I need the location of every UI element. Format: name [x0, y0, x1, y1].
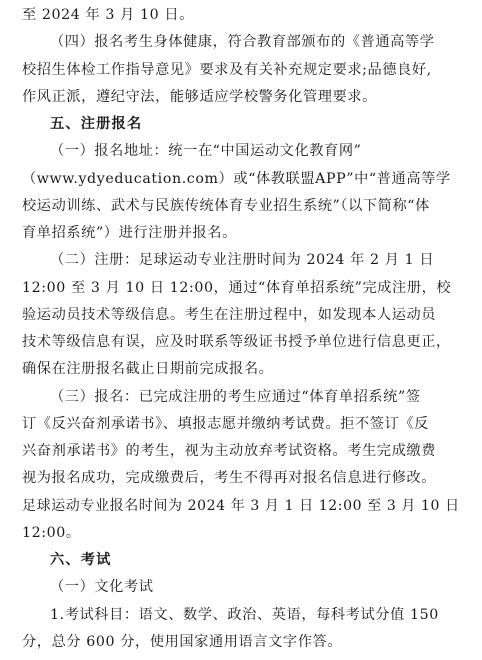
paragraph-line: 育单招系统”）进行注册并报名。 [22, 225, 237, 241]
paragraph-line: 验运动员技术等级信息。考生在注册过程中，如发现本人运动员 [22, 306, 437, 323]
paragraph-line: 订《反兴奋剂承诺书》、填报志愿并缴纳考试费。拒不签订《反 [22, 415, 429, 432]
paragraph-line: 校运动训练、武术与民族传统体育专业招生系统”（以下简称“体 [22, 197, 430, 214]
paragraph-line: 12:00。 [22, 524, 81, 541]
subsection-heading-culture-exam: （一）文化考试 [50, 579, 154, 596]
section-heading-registration: 五、注册报名 [50, 116, 143, 132]
paragraph-line: 作风正派，遵纪守法，能够适应学校警务化管理要求。 [22, 88, 377, 105]
paragraph-line: 1.考试科目：语文、数学、政治、英语，每科考试分值 150 [50, 606, 439, 623]
paragraph-line: 12:00 至 3 月 10 日 12:00，通过“体育单招系统”完成注册，校 [22, 279, 452, 296]
paragraph-line: 分，总分 600 分，使用国家通用语言文字作答。 [22, 633, 343, 650]
paragraph-line: 足球运动专业报名时间为 2024 年 3 月 1 日 12:00 至 3 月 10 日 [22, 497, 460, 514]
paragraph-line: 技术等级信息有误，应及时联系等级证书授予单位进行信息更正， [22, 334, 451, 350]
section-heading-exam: 六、考试 [50, 552, 112, 568]
paragraph-line: （一）报名地址：统一在“中国运动文化教育网” [50, 143, 362, 160]
paragraph-line: 确保在注册报名截止日期前完成报名。 [22, 361, 274, 378]
paragraph-line: 兴奋剂承诺书》的考生，视为主动放弃考试资格。考生完成缴费 [22, 443, 437, 459]
paragraph-line: 视为报名成功，完成缴费后，考生不得再对报名信息进行修改。 [22, 470, 437, 487]
paragraph-line: （二）注册：足球运动专业注册时间为 2024 年 2 月 1 日 [50, 252, 435, 269]
paragraph-line: （www.ydyeducation.com）或“体教联盟APP”中“普通高等学 [22, 170, 451, 187]
paragraph-line: 至 2024 年 3 月 10 日。 [22, 7, 194, 23]
paragraph-line: 校招生体检工作指导意见》要求及有关补充规定要求;品德良好, [22, 61, 432, 78]
paragraph-line: （三）报名：已完成注册的考生应通过“体育单招系统”签 [50, 388, 421, 405]
paragraph-line: （四）报名考生身体健康，符合教育部颁布的《普通高等学 [50, 34, 435, 51]
